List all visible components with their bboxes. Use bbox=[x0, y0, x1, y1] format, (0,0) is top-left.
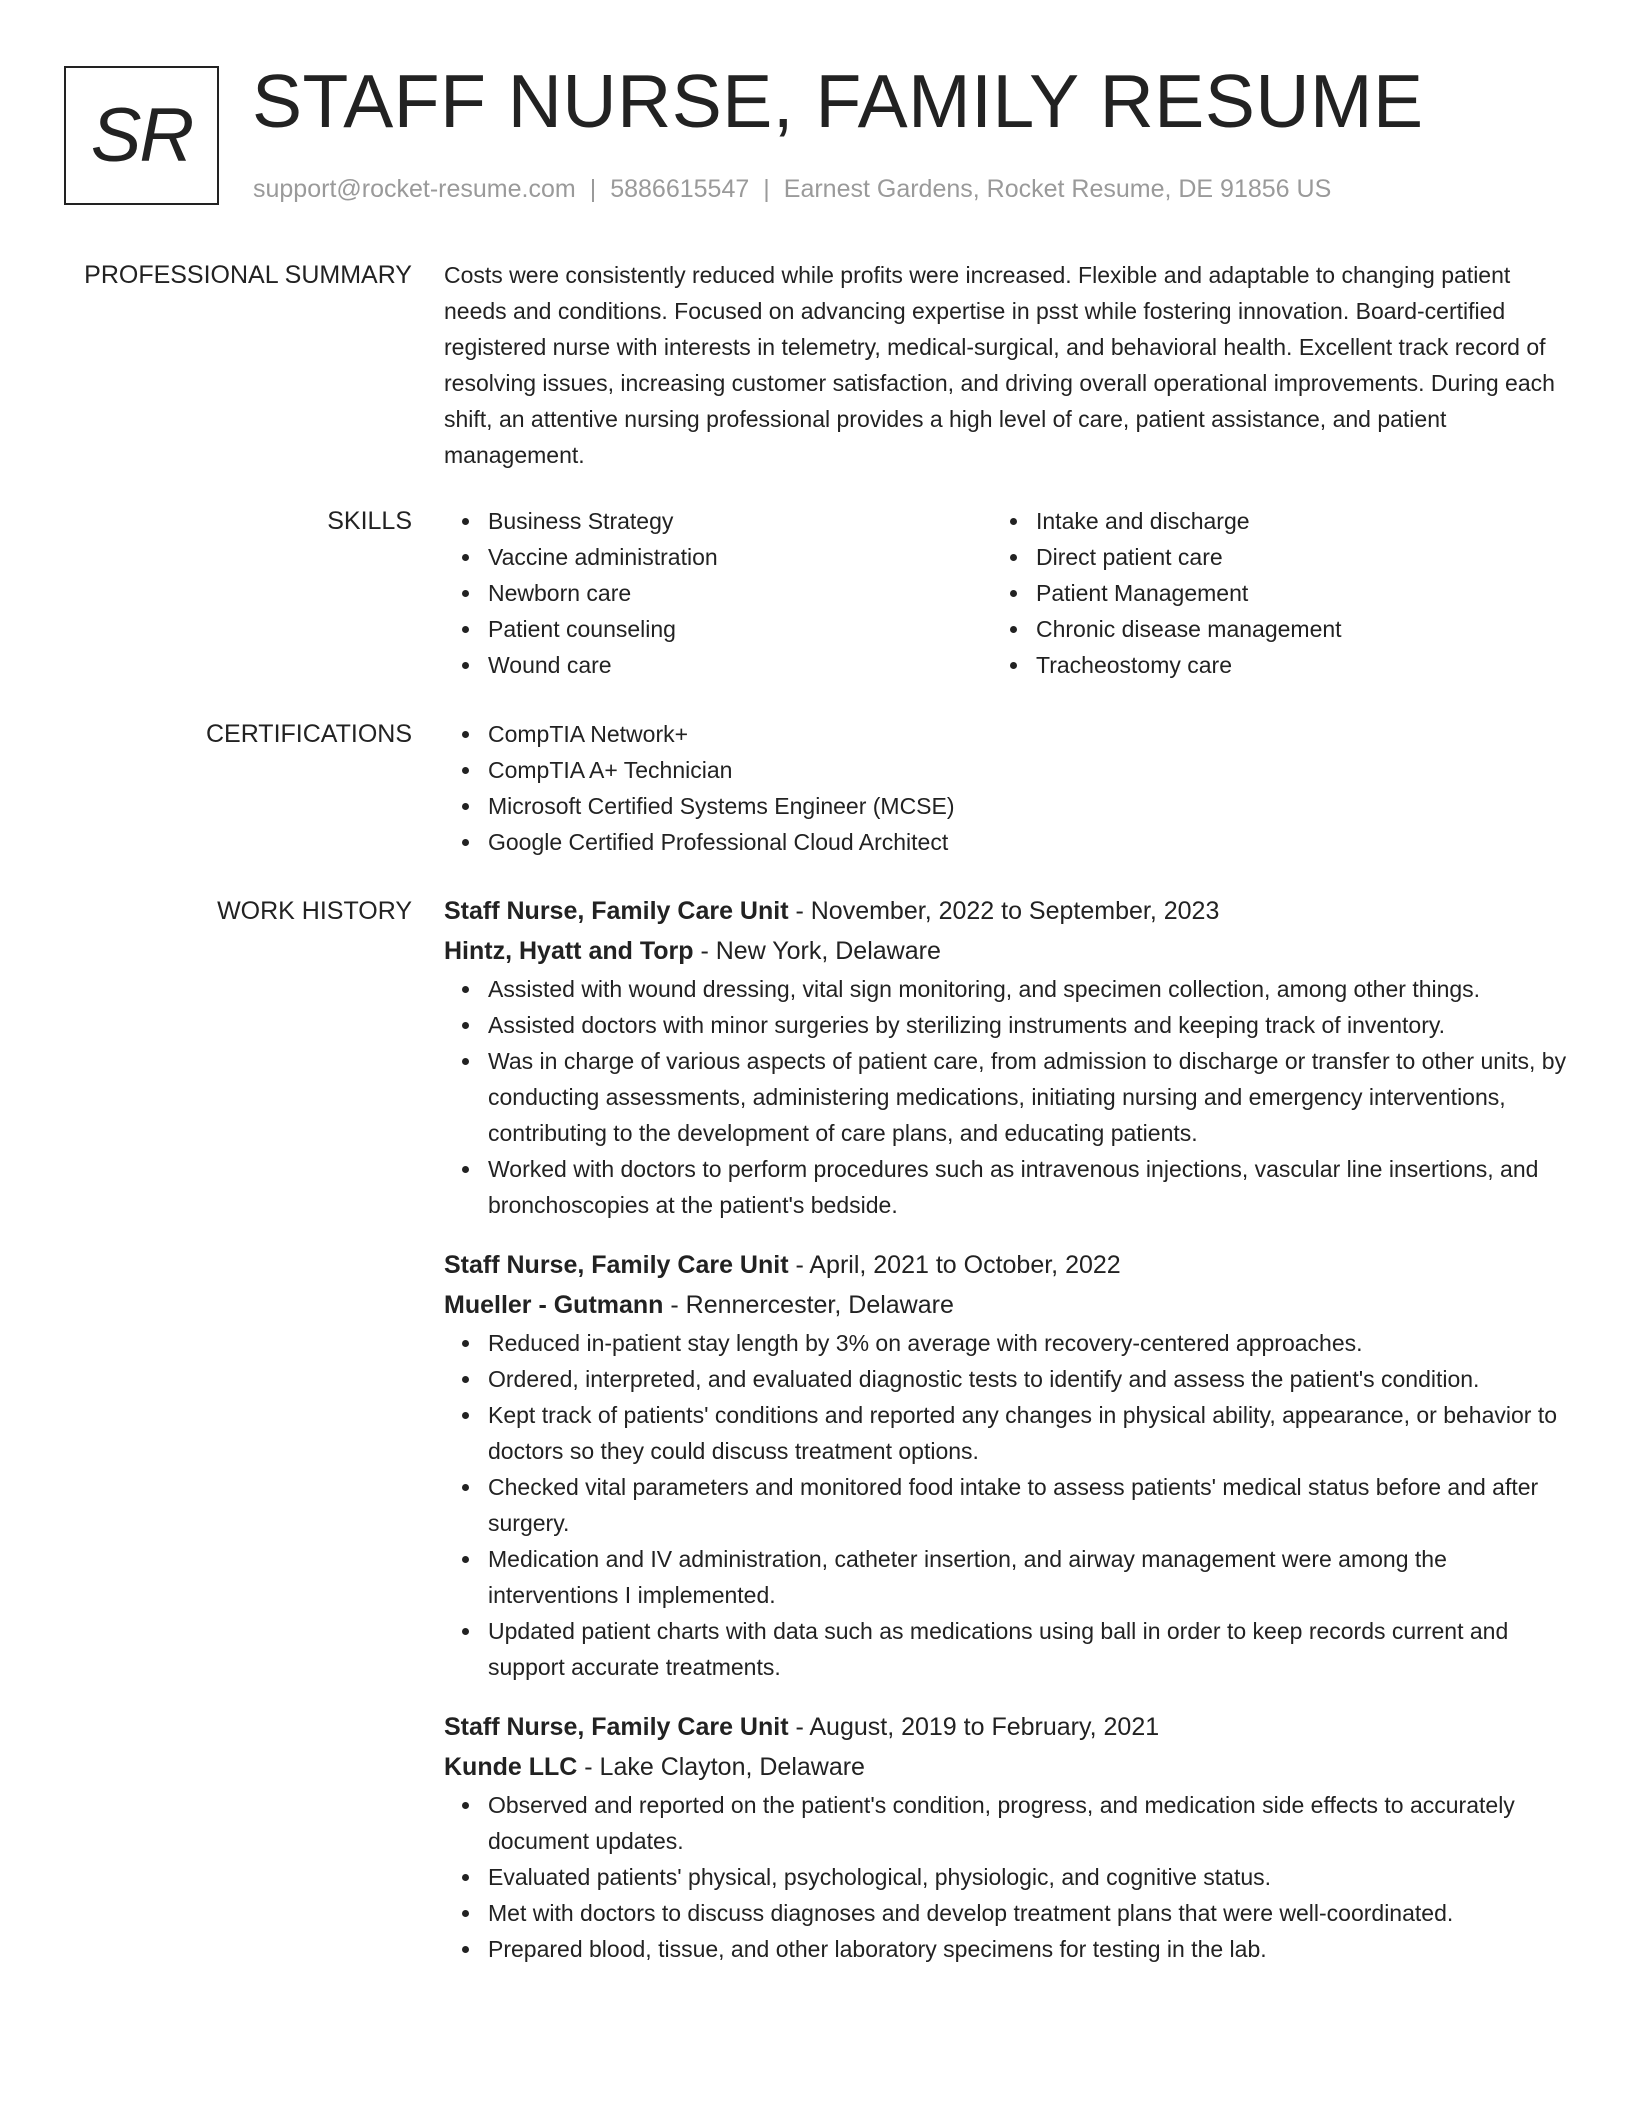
job-entry bbox=[444, 1707, 1568, 1967]
job-location: - Rennercester, Delaware bbox=[663, 1291, 954, 1319]
job-title-line bbox=[444, 1245, 1568, 1285]
list-item: Microsoft Certified Systems Engineer (MCSE) bbox=[488, 788, 1568, 824]
job-title: Staff Nurse, Family Care Unit bbox=[444, 897, 789, 925]
section-label-work-history: WORK HISTORY bbox=[217, 897, 412, 925]
certifications-list bbox=[444, 716, 1568, 860]
job-entry bbox=[444, 891, 1568, 1223]
list-item: Assisted with wound dressing, vital sign monitoring, and specimen collection, among other things. bbox=[488, 971, 1568, 1007]
section-label-skills: SKILLS bbox=[327, 507, 412, 535]
certifications-body bbox=[444, 716, 1568, 860]
job-location: - Lake Clayton, Delaware bbox=[577, 1753, 865, 1781]
list-item: Chronic disease management bbox=[1036, 611, 1540, 647]
job-title-line bbox=[444, 891, 1568, 931]
list-item: Evaluated patients' physical, psychological, physiologic, and cognitive status. bbox=[488, 1859, 1568, 1895]
summary-body bbox=[444, 257, 1568, 473]
list-item: Was in charge of various aspects of patient care, from admission to discharge or transfer to other units, by conducting assessments, administering medications, initiating nursing and emergency interventions, contributing to the development of care plans, and educating patients. bbox=[488, 1043, 1568, 1151]
job-dates: - April, 2021 to October, 2022 bbox=[788, 1251, 1121, 1279]
job-bullet-list bbox=[444, 1787, 1568, 1967]
list-item: Direct patient care bbox=[1036, 539, 1540, 575]
list-item: Patient counseling bbox=[488, 611, 992, 647]
contact-separator: | bbox=[763, 175, 770, 203]
job-bullet-list bbox=[444, 971, 1568, 1223]
list-item: Business Strategy bbox=[488, 503, 992, 539]
list-item: Checked vital parameters and monitored food intake to assess patients' medical status before and after surgery. bbox=[488, 1469, 1568, 1541]
list-item: Wound care bbox=[488, 647, 992, 683]
section-label-summary: PROFESSIONAL SUMMARY bbox=[84, 261, 412, 289]
list-item: Observed and reported on the patient's condition, progress, and medication side effects to accurately document updates. bbox=[488, 1787, 1568, 1859]
list-item: Prepared blood, tissue, and other laboratory specimens for testing in the lab. bbox=[488, 1931, 1568, 1967]
list-item: Medication and IV administration, catheter insertion, and airway management were among the interventions I implemented. bbox=[488, 1541, 1568, 1613]
list-item: Kept track of patients' conditions and reported any changes in physical ability, appearance, or behavior to doctors so they could discuss treatment options. bbox=[488, 1397, 1568, 1469]
job-title: Staff Nurse, Family Care Unit bbox=[444, 1713, 789, 1741]
contact-phone: 5886615547 bbox=[610, 175, 750, 203]
job-dates: - November, 2022 to September, 2023 bbox=[788, 897, 1220, 925]
list-item: Google Certified Professional Cloud Architect bbox=[488, 824, 1568, 860]
work-history-body bbox=[444, 891, 1568, 1989]
job-dates: - August, 2019 to February, 2021 bbox=[788, 1713, 1160, 1741]
list-item: Vaccine administration bbox=[488, 539, 992, 575]
contact-separator: | bbox=[589, 175, 597, 203]
job-title: Staff Nurse, Family Care Unit bbox=[444, 1251, 789, 1279]
monogram-logo: SR bbox=[64, 66, 219, 205]
job-company: Kunde LLC bbox=[444, 1753, 578, 1781]
contact-line bbox=[253, 175, 1331, 204]
list-item: Worked with doctors to perform procedures such as intravenous injections, vascular line insertions, and bronchoscopies at the patient's bedside. bbox=[488, 1151, 1568, 1223]
job-title-line bbox=[444, 1707, 1568, 1747]
job-entry bbox=[444, 1245, 1568, 1685]
list-item: CompTIA A+ Technician bbox=[488, 752, 1568, 788]
list-item: Reduced in-patient stay length by 3% on average with recovery-centered approaches. bbox=[488, 1325, 1568, 1361]
skills-list-right bbox=[992, 503, 1540, 683]
list-item: Updated patient charts with data such as medications using ball in order to keep records current and support accurate treatments. bbox=[488, 1613, 1568, 1685]
job-location: - New York, Delaware bbox=[693, 937, 941, 965]
job-company-line bbox=[444, 1747, 1568, 1787]
list-item: Patient Management bbox=[1036, 575, 1540, 611]
summary-text: Costs were consistently reduced while profits were increased. Flexible and adaptable to changing patient needs and conditions. Focused on advancing expertise in psst while fostering innovation. Board-certified registered nurse with interests in telemetry, medical-surgical, and behavioral health. Excellent track record of resolving issues, increasing customer satisfaction, and driving overall operational improvements. During each shift, an attentive nursing professional provides a high level of care, patient assistance, and patient management. bbox=[444, 262, 1555, 468]
list-item: Met with doctors to discuss diagnoses and develop treatment plans that were well-coordinated. bbox=[488, 1895, 1568, 1931]
list-item: Assisted doctors with minor surgeries by sterilizing instruments and keeping track of inventory. bbox=[488, 1007, 1568, 1043]
skills-list-left bbox=[444, 503, 992, 683]
skills-column-right bbox=[992, 503, 1540, 683]
contact-address: Earnest Gardens, Rocket Resume, DE 91856 US bbox=[783, 175, 1332, 203]
job-company-line bbox=[444, 1285, 1568, 1325]
list-item: CompTIA Network+ bbox=[488, 716, 1568, 752]
skills-grid bbox=[444, 503, 1568, 683]
contact-email: support@rocket-resume.com bbox=[253, 175, 576, 203]
job-company: Mueller - Gutmann bbox=[444, 1291, 664, 1319]
section-label-certifications: CERTIFICATIONS bbox=[205, 720, 412, 748]
list-item: Intake and discharge bbox=[1036, 503, 1540, 539]
list-item: Tracheostomy care bbox=[1036, 647, 1540, 683]
job-company: Hintz, Hyatt and Torp bbox=[444, 937, 694, 965]
job-company-line bbox=[444, 931, 1568, 971]
list-item: Newborn care bbox=[488, 575, 992, 611]
skills-column-left bbox=[444, 503, 992, 683]
list-item: Ordered, interpreted, and evaluated diagnostic tests to identify and assess the patient's condition. bbox=[488, 1361, 1568, 1397]
resume-header bbox=[64, 59, 1568, 214]
resume-title: STAFF NURSE, FAMILY RESUME bbox=[252, 59, 1424, 143]
job-bullet-list bbox=[444, 1325, 1568, 1685]
